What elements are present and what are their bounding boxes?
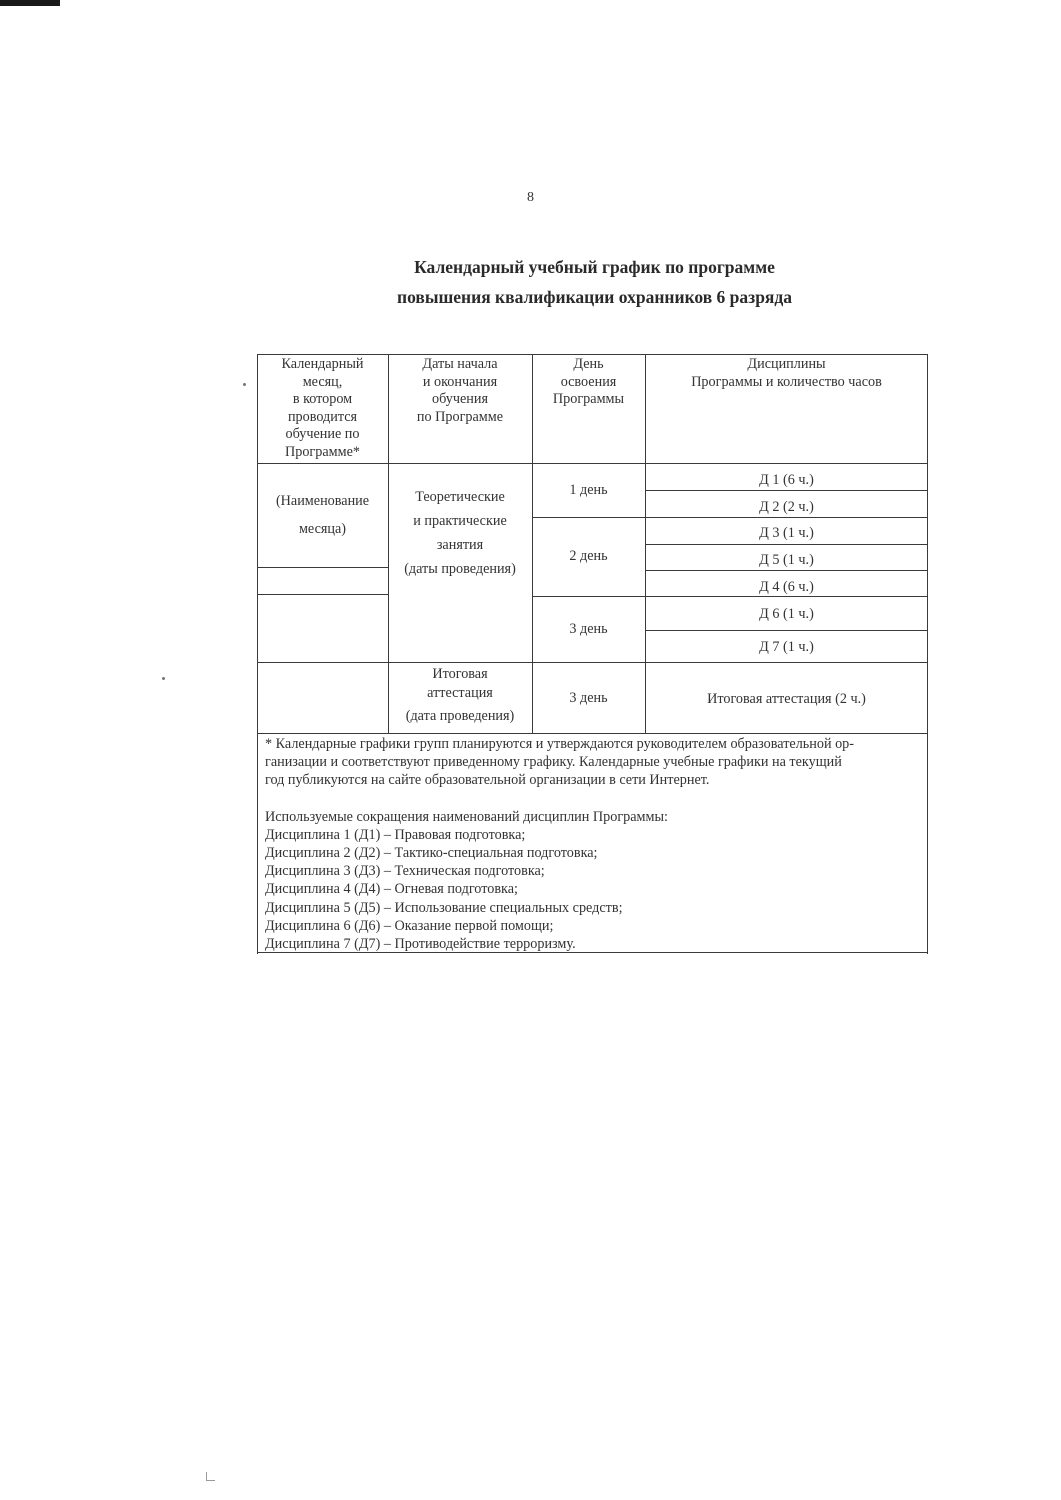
header-divider [257, 463, 928, 464]
discipline-d3: Д 3 (1 ч.) [759, 525, 814, 541]
abbreviation-item: Дисциплина 2 (Д2) – Тактико-специальная подготовка; [265, 845, 598, 862]
header-day: День освоения Программы [552, 356, 625, 407]
abbreviations-intro: Используемые сокращения наименований дисциплин Программы: [265, 808, 668, 825]
row-divider [645, 490, 928, 491]
header-dates: Даты начала и окончания обучения по Программе [416, 356, 504, 425]
day-3-cell: 3 день [569, 621, 608, 637]
col-divider [532, 354, 533, 733]
footnote-line: ганизации и соответствуют приведенному графику. Календарные учебные графики на текущий [265, 754, 842, 771]
row-divider [645, 630, 928, 631]
footnote-line: год публикуются на сайте образовательной организации в сети Интернет. [265, 772, 710, 789]
scan-speck [243, 383, 246, 386]
final-discipline-cell: Итоговая аттестация (2 ч.) [707, 691, 866, 707]
title-line-1: Календарный учебный график по программе [414, 257, 775, 277]
row-divider [645, 544, 928, 545]
abbreviation-item: Дисциплина 6 (Д6) – Оказание первой помощи; [265, 917, 554, 934]
row-divider [257, 567, 388, 568]
abbreviation-item: Дисциплина 3 (Д3) – Техническая подготовка; [265, 863, 545, 880]
abbreviation-item: Дисциплина 1 (Д1) – Правовая подготовка; [265, 826, 526, 843]
discipline-d4: Д 4 (6 ч.) [759, 579, 814, 595]
training-dates-cell: Теоретические и практические занятия (даты проведения) [404, 489, 516, 577]
discipline-d1: Д 1 (6 ч.) [759, 472, 814, 488]
row-divider [257, 594, 388, 595]
scan-speck [162, 677, 165, 680]
discipline-d7: Д 7 (1 ч.) [759, 639, 814, 655]
day-1-cell: 1 день [569, 482, 608, 498]
row-divider [645, 570, 928, 571]
scan-edge-mark [0, 0, 60, 6]
discipline-d2: Д 2 (2 ч.) [759, 499, 814, 515]
day-2-cell: 2 день [569, 548, 608, 564]
discipline-d5: Д 5 (1 ч.) [759, 552, 814, 568]
header-month: Календарный месяц, в котором проводится обучение по Программе* [281, 356, 364, 460]
discipline-d6: Д 6 (1 ч.) [759, 606, 814, 622]
document-title [0, 252, 1061, 312]
table-notes [265, 735, 925, 953]
abbreviation-item: Дисциплина 7 (Д7) – Противодействие терроризму. [265, 936, 576, 953]
page-number: 8 [527, 190, 534, 205]
final-day-cell: 3 день [569, 690, 608, 706]
header-disciplines: Дисциплины Программы и количество часов [691, 356, 882, 390]
final-attestation-label: Итоговая аттестация (дата проведения) [405, 666, 515, 724]
row-divider [257, 662, 928, 663]
row-divider [532, 517, 928, 518]
footnote-line: * Календарные графики групп планируются и утверждаются руководителем образовательной ор- [265, 736, 854, 752]
abbreviation-item: Дисциплина 4 (Д4) – Огневая подготовка; [265, 881, 518, 898]
col-divider [645, 354, 646, 733]
title-line-2: повышения квалификации охранников 6 разряда [396, 287, 792, 307]
scan-corner-mark [206, 1472, 215, 1481]
month-name-cell: (Наименование месяца) [275, 493, 370, 537]
abbreviation-item: Дисциплина 5 (Д5) – Использование специальных средств; [265, 899, 623, 916]
